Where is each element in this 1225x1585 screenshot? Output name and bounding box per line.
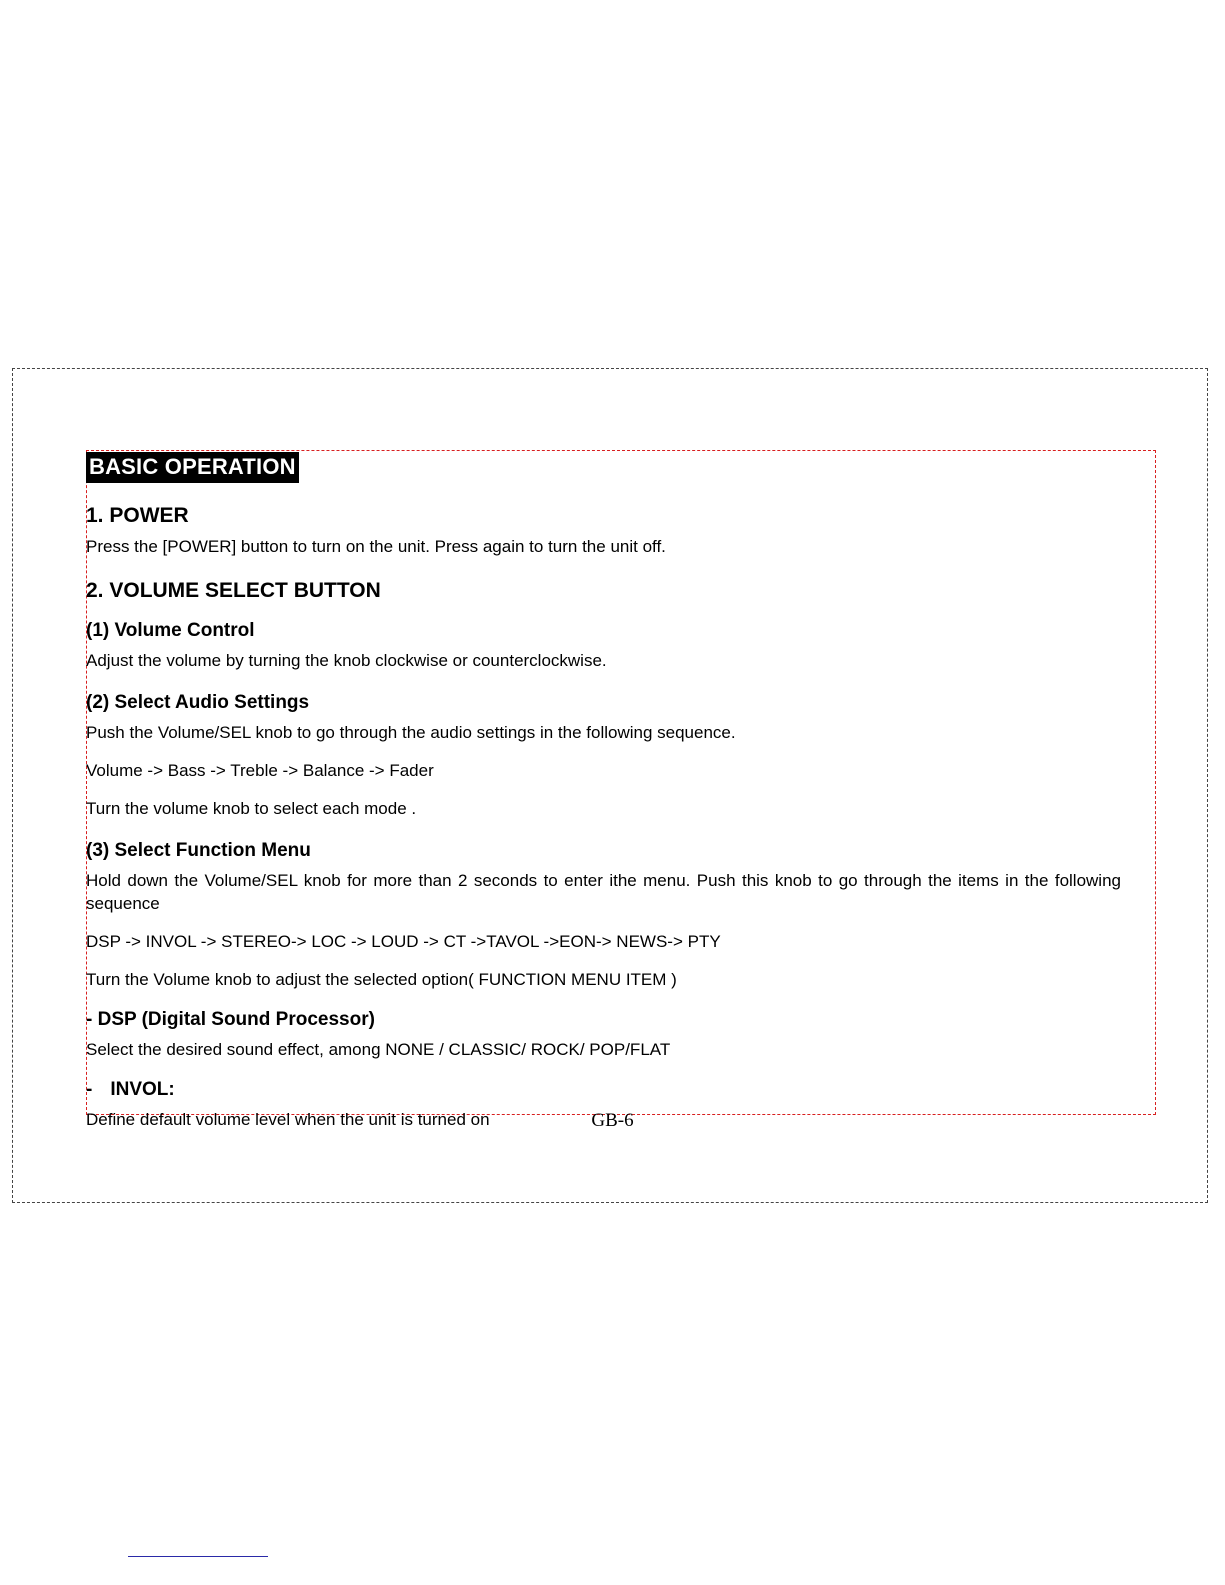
- subheading-select-audio-settings: (2) Select Audio Settings: [86, 692, 310, 713]
- paragraph-dsp: Select the desired sound effect, among NONE / CLASSIC/ ROCK/ POP/FLAT: [86, 1040, 671, 1059]
- subheading-invol: - INVOL:: [86, 1079, 175, 1100]
- subheading-select-function-menu: (3) Select Function Menu: [86, 840, 311, 861]
- page-number: GB-6: [591, 1110, 634, 1131]
- paragraph-function-menu-sequence: DSP -> INVOL -> STEREO-> LOC -> LOUD -> CT ->TAVOL ->EON-> NEWS-> PTY: [86, 932, 721, 951]
- paragraph-audio-mode-select: Turn the volume knob to select each mode .: [86, 799, 417, 818]
- heading-volume-select-button: 2. VOLUME SELECT BUTTON: [86, 579, 381, 602]
- subheading-volume-control: (1) Volume Control: [86, 620, 255, 641]
- paragraph-function-menu-adjust: Turn the Volume knob to adjust the selected option( FUNCTION MENU ITEM ): [86, 970, 677, 989]
- paragraph-power: Press the [POWER] button to turn on the unit. Press again to turn the unit off.: [86, 537, 666, 556]
- paragraph-invol: Define default volume level when the unit is turned on: [86, 1110, 490, 1129]
- subheading-dsp: - DSP (Digital Sound Processor): [86, 1009, 375, 1030]
- subheading-invol-label: INVOL:: [110, 1079, 175, 1100]
- paragraph-volume-control: Adjust the volume by turning the knob clockwise or counterclockwise.: [86, 651, 607, 670]
- bottom-rule: [128, 1556, 268, 1557]
- paragraph-function-menu-intro: Hold down the Volume/SEL knob for more than 2 seconds to enter ithe menu. Push this knob to go through the items in the following sequence: [86, 871, 1121, 913]
- document-body: [86, 452, 1121, 1131]
- section-title: BASIC OPERATION: [86, 452, 299, 483]
- paragraph-audio-sequence: Volume -> Bass -> Treble -> Balance -> Fader: [86, 761, 434, 780]
- paragraph-audio-sequence-intro: Push the Volume/SEL knob to go through the audio settings in the following sequence.: [86, 723, 736, 742]
- heading-power: 1. POWER: [86, 504, 189, 527]
